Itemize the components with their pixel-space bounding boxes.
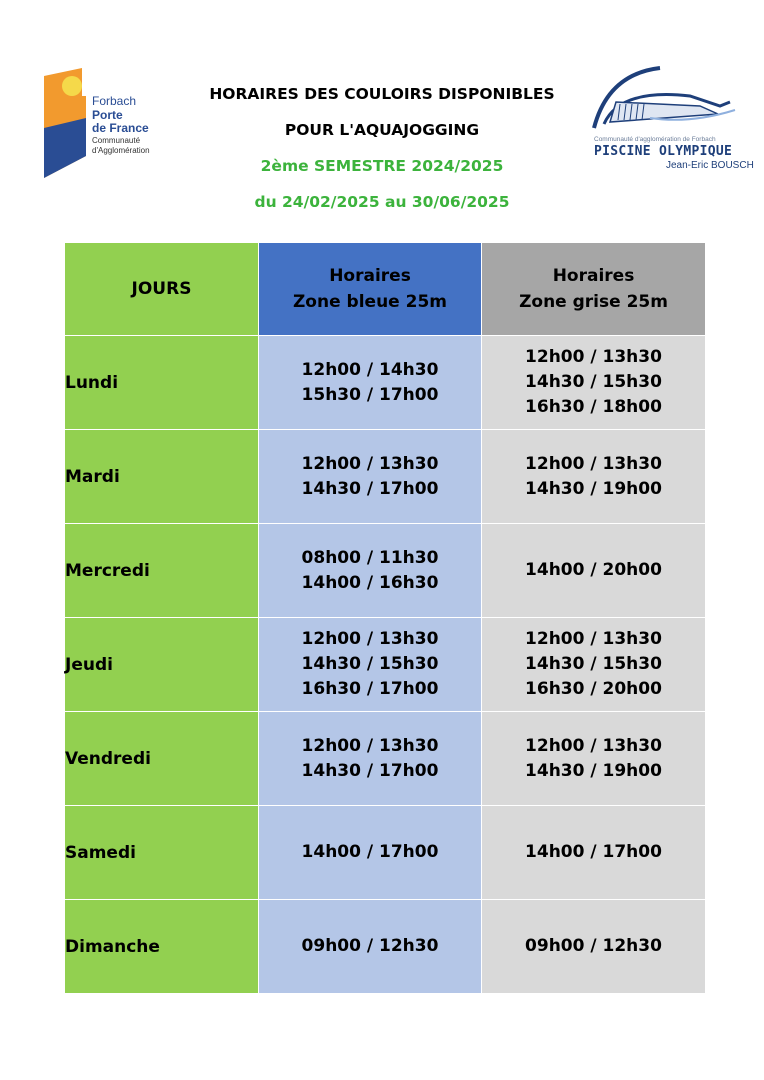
time-slot: 14h30 / 17h00	[301, 478, 439, 499]
grey-zone-cell	[482, 430, 706, 524]
time-slot: 16h30 / 18h00	[525, 397, 662, 417]
column-header-days: JOURS	[65, 243, 259, 336]
header-title-line2: POUR L'AQUAJOGGING	[284, 121, 480, 139]
table-row	[65, 618, 706, 712]
column-header-grey-zone	[482, 243, 706, 336]
time-slot: 08h00 / 11h30	[301, 547, 439, 568]
time-slot: 09h00 / 12h30	[301, 936, 439, 956]
schedule-table	[64, 242, 706, 994]
time-slot: 12h00 / 14h30	[301, 359, 439, 380]
time-slot: 14h30 / 17h00	[301, 760, 439, 781]
time-slot: 12h00 / 13h30	[525, 347, 662, 367]
blue-zone-cell	[259, 712, 482, 806]
day-cell: Jeudi	[65, 618, 259, 712]
logo-right-line3: Jean-Eric BOUSCH	[666, 160, 754, 171]
time-slot: 14h30 / 15h30	[525, 372, 662, 392]
table-row	[65, 712, 706, 806]
logo-left-line5: d'Agglomération	[92, 146, 150, 155]
time-slot: 14h00 / 17h00	[301, 842, 439, 862]
logo-right-line2: PISCINE OLYMPIQUE	[594, 144, 733, 159]
time-slot: 14h30 / 19h00	[525, 760, 662, 781]
column-header-blue-zone	[259, 243, 482, 336]
day-cell: Vendredi	[65, 712, 259, 806]
day-cell: Mardi	[65, 430, 259, 524]
blue-zone-cell	[259, 900, 482, 994]
day-cell: Samedi	[65, 806, 259, 900]
time-slot: 12h00 / 13h30	[525, 629, 662, 649]
table-row	[65, 336, 706, 430]
time-slot: 15h30 / 17h00	[301, 384, 439, 405]
column-header-blue-line2: Zone bleue 25m	[292, 292, 447, 312]
column-header-grey-line1: Horaires	[552, 266, 635, 286]
time-slot: 14h00 / 20h00	[525, 560, 662, 580]
time-slot: 12h00 / 13h30	[525, 453, 662, 474]
header-date-range: du 24/02/2025 au 30/06/2025	[254, 193, 510, 211]
table-row	[65, 900, 706, 994]
blue-zone-cell	[259, 524, 482, 618]
time-slot: 14h00 / 17h00	[525, 842, 662, 862]
time-slot: 12h00 / 13h30	[301, 629, 439, 649]
time-slot: 16h30 / 17h00	[301, 679, 439, 699]
time-slot: 14h30 / 15h30	[301, 654, 439, 674]
logo-right-line1: Communauté d'agglomération de Forbach	[594, 136, 716, 143]
page-header	[160, 76, 604, 220]
time-slot: 14h30 / 15h30	[525, 654, 662, 674]
table-row	[65, 806, 706, 900]
blue-zone-cell	[259, 336, 482, 430]
grey-zone-cell	[482, 900, 706, 994]
time-slot: 14h00 / 16h30	[301, 572, 439, 593]
time-slot: 14h30 / 19h00	[525, 478, 662, 499]
table-row	[65, 524, 706, 618]
time-slot: 16h30 / 20h00	[525, 679, 662, 699]
logo-left-line3: de France	[92, 121, 149, 135]
time-slot: 12h00 / 13h30	[525, 735, 662, 756]
blue-zone-cell	[259, 618, 482, 712]
column-header-blue-line1: Horaires	[329, 266, 411, 286]
table-row	[65, 430, 706, 524]
header-title-line1: HORAIRES DES COULOIRS DISPONIBLES	[209, 85, 555, 103]
grey-zone-cell	[482, 806, 706, 900]
blue-zone-cell	[259, 430, 482, 524]
logo-left-line1: Forbach	[92, 94, 137, 108]
pool-building-icon	[590, 66, 740, 136]
day-cell: Dimanche	[65, 900, 259, 994]
time-slot: 12h00 / 13h30	[301, 453, 439, 474]
grey-zone-cell	[482, 336, 706, 430]
grey-zone-cell	[482, 524, 706, 618]
day-cell: Lundi	[65, 336, 259, 430]
time-slot: 09h00 / 12h30	[525, 936, 662, 956]
time-slot: 12h00 / 13h30	[301, 735, 439, 756]
piscine-logo	[590, 66, 754, 172]
column-header-grey-line2: Zone grise 25m	[519, 292, 668, 312]
day-cell: Mercredi	[65, 524, 259, 618]
grey-zone-cell	[482, 618, 706, 712]
blue-zone-cell	[259, 806, 482, 900]
logo-left-line4: Communauté	[92, 136, 141, 145]
grey-zone-cell	[482, 712, 706, 806]
table-header-row	[65, 243, 706, 336]
header-semester: 2ème SEMESTRE 2024/2025	[260, 157, 504, 175]
logo-left-line2: Porte	[92, 108, 123, 122]
